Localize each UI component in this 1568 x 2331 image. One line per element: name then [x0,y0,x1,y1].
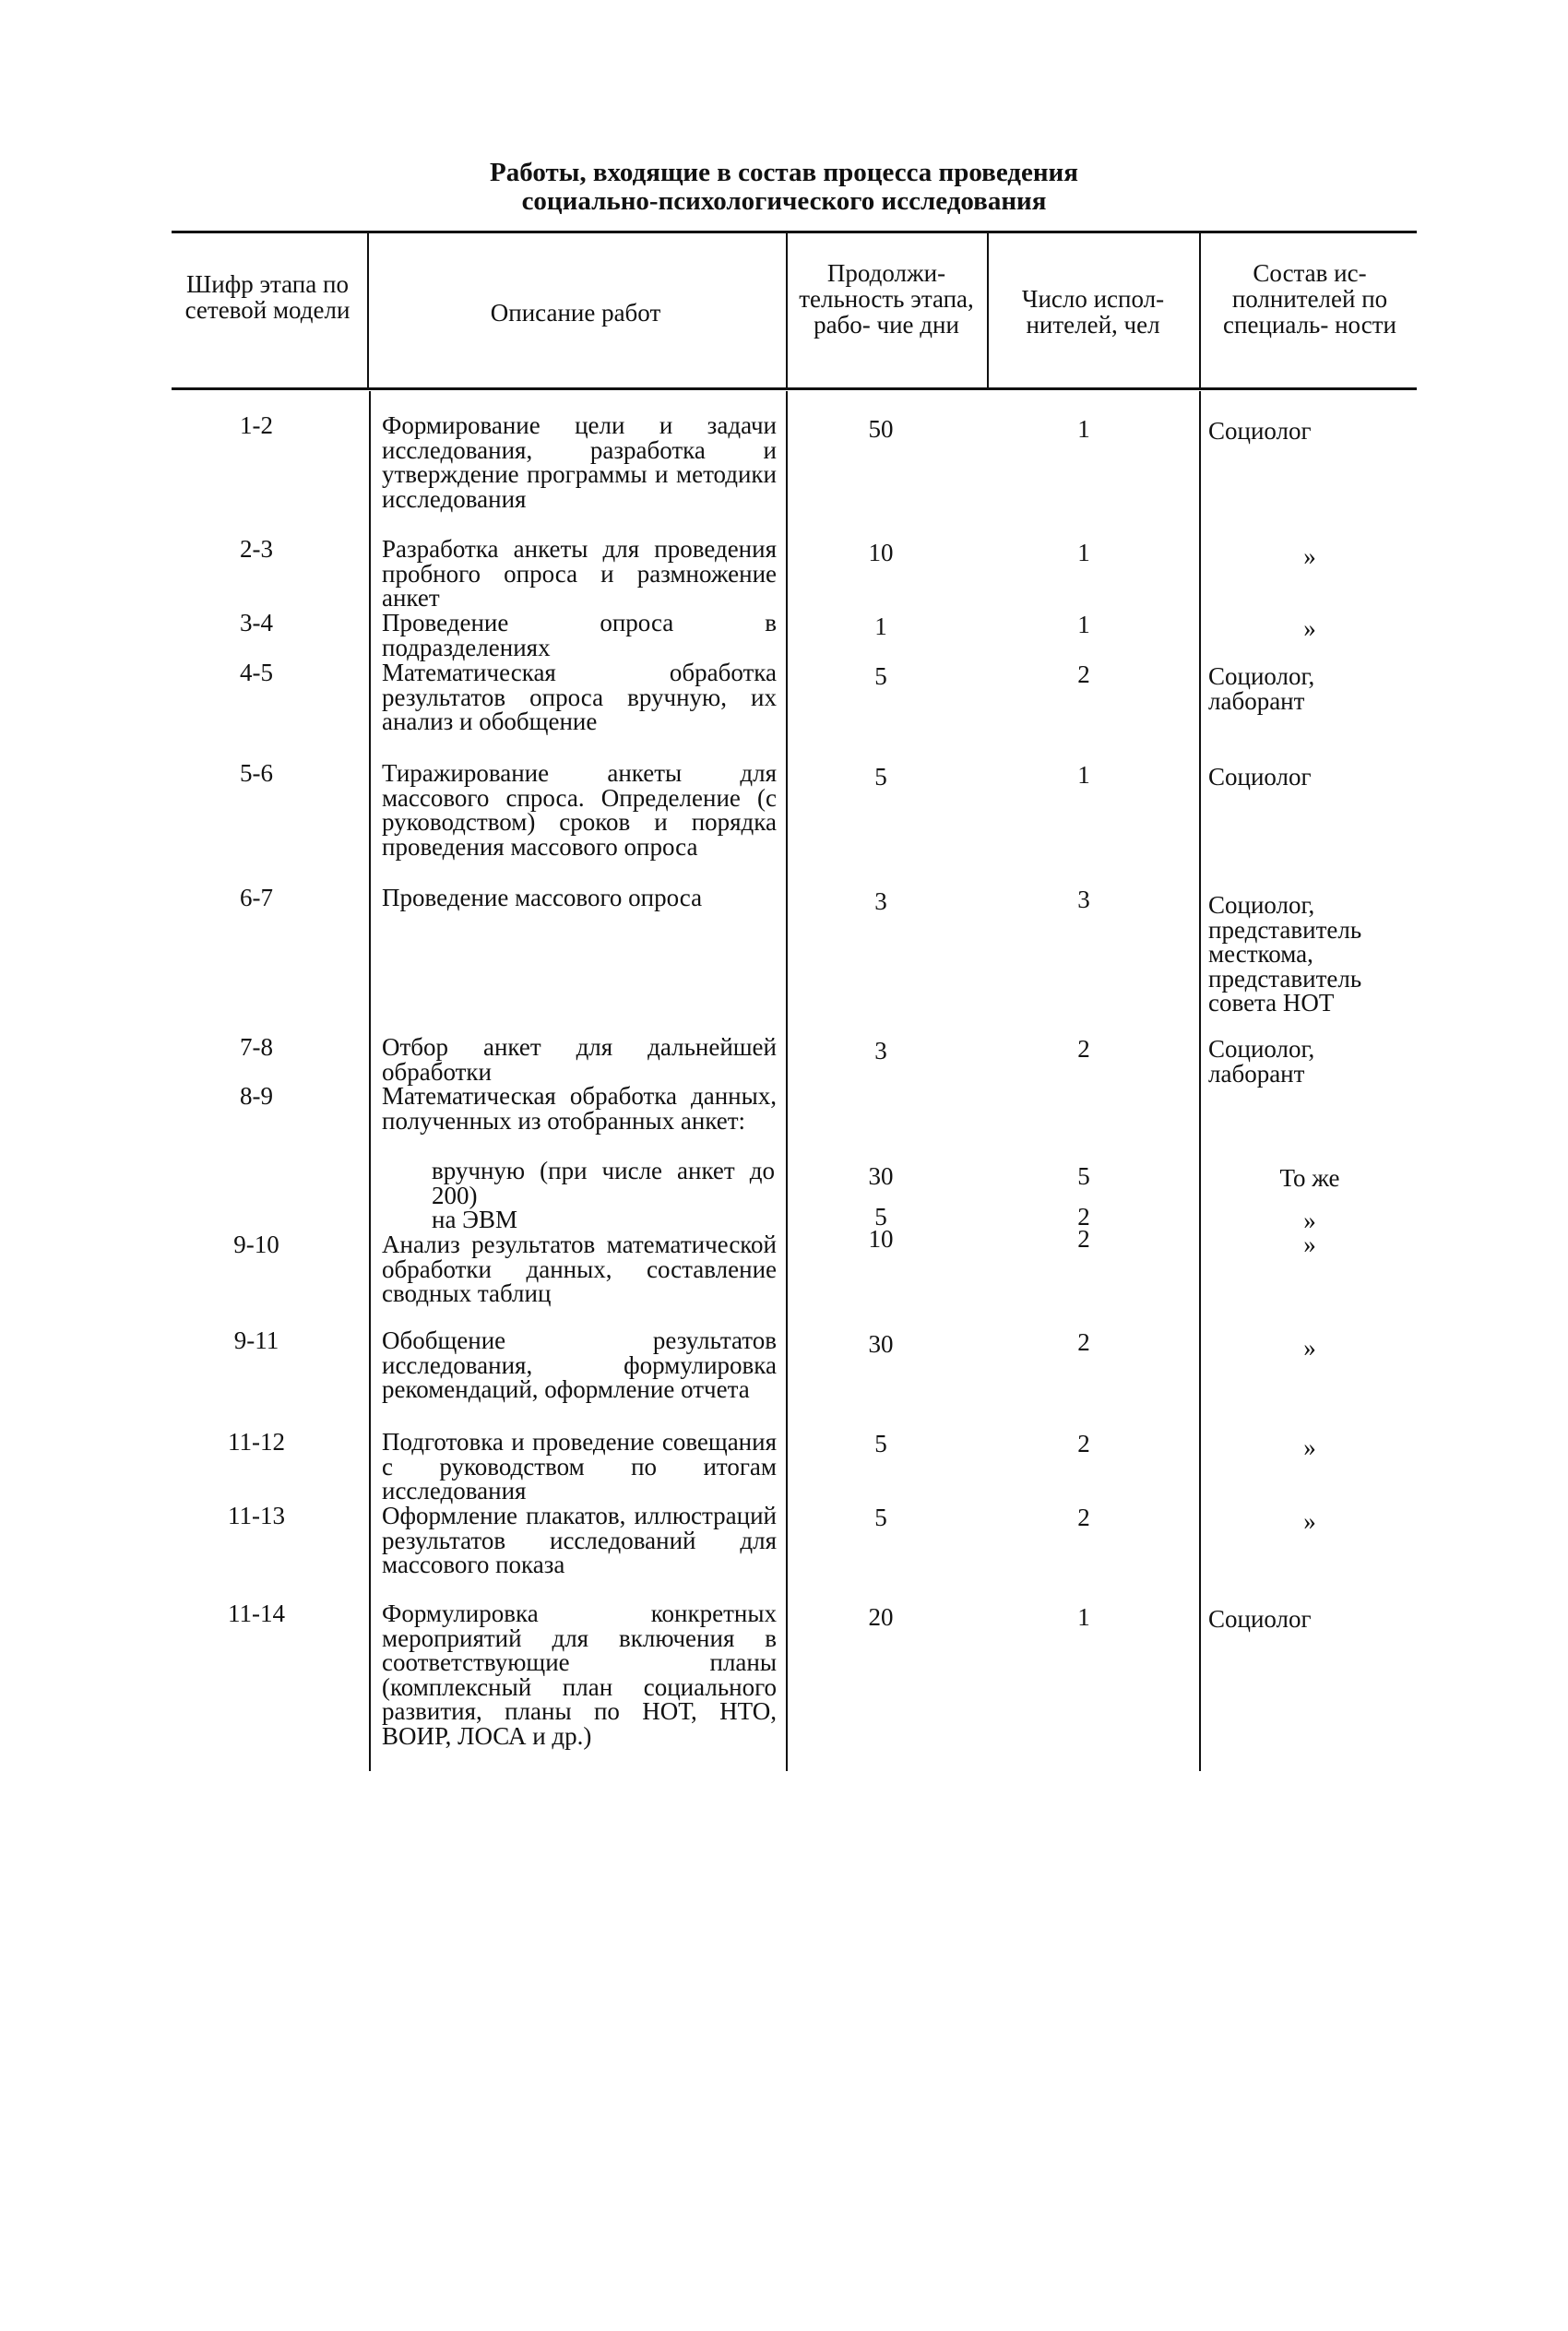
row-specialty: Социолог [1208,1605,1312,1633]
row-description: Обобщение результатов исследования, формулировка рекомендаций, оформление отчета [382,1326,777,1403]
table-title-line-2: социально-психологического исследования [521,186,1047,216]
table-top-rule [172,231,1417,233]
row-executor-count: 2 [1077,1035,1090,1063]
row-duration: 10 [868,1225,894,1253]
row-code: 4-5 [240,659,273,686]
row-duration: 3 [874,887,887,915]
row-specialty: » [1303,614,1316,642]
row-code: 7-8 [240,1033,273,1061]
body-divider-desc-right [786,391,788,1771]
row-executor-count: 5 [1077,1162,1090,1190]
row-duration: 20 [868,1603,894,1631]
row-duration: 5 [874,662,887,690]
row-description: Математическая обработка данных, полученных из отобранных анкет: [382,1082,777,1135]
row-description: на ЭВМ [432,1206,518,1233]
row-specialty: » [1303,1334,1316,1362]
row-description: Формирование цели и задачи исследования, разработка и утверждение программы и методики исследования [382,411,777,513]
row-code: 5-6 [240,759,273,787]
header-description: Описание работ [490,299,661,327]
row-specialty: То же [1279,1164,1340,1192]
row-executor-count: 2 [1077,1203,1090,1231]
row-code: 9-10 [233,1231,279,1258]
row-executor-count: 1 [1077,539,1090,566]
row-executor-count: 3 [1077,886,1090,913]
row-duration: 10 [868,539,894,566]
row-specialty: » [1303,1207,1316,1234]
row-specialty: Социолог, представитель месткома, представитель совета НОТ [1208,891,1362,1017]
row-description: Разработка анкеты для проведения пробного опроса и размножение анкет [382,535,777,612]
column-divider-3 [987,232,989,387]
row-executor-count: 2 [1077,1328,1090,1356]
row-specialty: Социолог, лаборант [1208,662,1315,715]
row-executor-count: 1 [1077,611,1090,638]
header-executor-count: Число испол- нителей, чел [1021,285,1165,339]
row-duration: 30 [868,1330,894,1358]
row-description: Отбор анкет для дальнейшей обработки [382,1033,777,1086]
row-executor-count: 1 [1077,415,1090,443]
row-code: 2-3 [240,535,273,563]
row-executor-count: 1 [1077,1603,1090,1631]
header-code: Шифр этапа по сетевой модели [184,270,350,324]
row-executor-count: 2 [1077,1225,1090,1253]
row-duration: 30 [868,1162,894,1190]
row-duration: 1 [874,612,887,640]
row-description: Подготовка и проведение совещания с руководством по итогам исследования [382,1428,777,1504]
row-specialty: Социолог [1208,417,1312,445]
row-code: 1-2 [240,411,273,439]
row-duration: 3 [874,1037,887,1064]
row-executor-count: 2 [1077,1504,1090,1531]
row-executor-count: 2 [1077,1430,1090,1457]
row-duration: 5 [874,1203,887,1231]
row-description: Проведение опроса в подразделениях [382,609,777,661]
row-description: Проведение массового опроса [382,884,703,911]
row-specialty: » [1303,1433,1316,1461]
row-specialty: » [1303,1231,1316,1258]
row-description: Математическая обработка результатов опроса вручную, их анализ и обобщение [382,659,777,735]
row-duration: 5 [874,1430,887,1457]
row-code: 8-9 [240,1082,273,1110]
body-divider-spec-left [1199,391,1201,1771]
row-specialty: Социолог [1208,763,1312,791]
row-executor-count: 1 [1077,761,1090,789]
row-code: 3-4 [240,609,273,636]
header-duration: Продолжи- тельность этапа, рабо- чие дни [799,259,974,339]
table-title [0,159,1568,216]
row-duration: 5 [874,1504,887,1531]
row-description: Формулировка конкретных мероприятий для включения в соответствующие планы (комплексный план социального развития, планы по НОТ, НТО, ВОИР, ЛОСА и др.) [382,1600,777,1750]
row-code: 11-13 [228,1502,285,1529]
row-code: 11-14 [228,1600,285,1627]
body-divider-desc-left [369,391,371,1771]
column-divider-2 [786,232,788,387]
row-executor-count: 2 [1077,660,1090,688]
row-description: вручную (при числе анкет до 200) [432,1157,775,1209]
table-title-line-1: Работы, входящие в состав процесса проведения [490,158,1078,187]
header-bottom-rule [172,387,1417,390]
row-specialty: Социолог, лаборант [1208,1035,1315,1088]
row-description: Оформление плакатов, иллюстраций результатов исследований для массового показа [382,1502,777,1578]
row-code: 6-7 [240,884,273,911]
row-description: Анализ результатов математической обработки данных, составление сводных таблиц [382,1231,777,1307]
row-duration: 5 [874,763,887,791]
row-code: 9-11 [233,1326,279,1354]
row-code: 11-12 [228,1428,285,1456]
column-divider-4 [1199,232,1201,387]
row-specialty: » [1303,1507,1316,1535]
row-specialty: » [1303,542,1316,570]
row-description: Тиражирование анкеты для массового спроса. Определение (с руководством) сроков и порядка проведения массового опроса [382,759,777,861]
row-duration: 50 [868,415,894,443]
header-specialty: Состав ис- полнителей по специаль- ности [1223,259,1396,339]
column-divider-1 [367,232,369,387]
